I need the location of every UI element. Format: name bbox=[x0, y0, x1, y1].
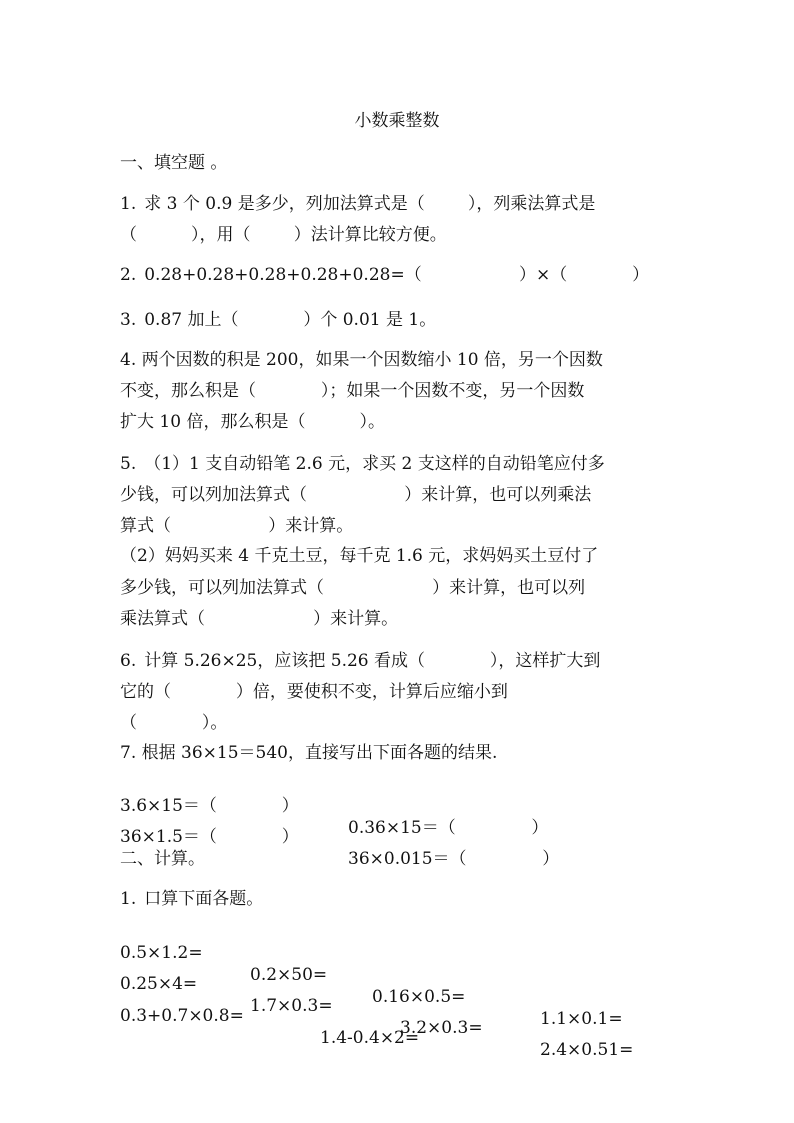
oral-calc-item: 1.1×0.1= bbox=[540, 1009, 623, 1029]
calc-1-title: 口算下面各题。 bbox=[144, 889, 264, 909]
question-2-number: 2. bbox=[120, 265, 137, 285]
calc-1-line bbox=[120, 888, 263, 910]
question-6-text-1: 计算 5.26×25，应该把 5.26 看成（ ），这样扩大到 bbox=[144, 651, 601, 671]
question-1-number: 1. bbox=[120, 194, 137, 214]
question-6-text-2: 它的（ ）倍，要使积不变，计算后应缩小到 bbox=[120, 682, 508, 702]
question-3-line bbox=[120, 309, 436, 331]
question-3-number: 3. bbox=[120, 310, 137, 330]
question-7-item-a: 3.6×15＝（ ） bbox=[120, 796, 299, 816]
oral-calc-item: 0.2×50= bbox=[250, 965, 328, 985]
question-5-text-3: 算式（ ）来计算。 bbox=[120, 516, 354, 536]
page-title: 小数乘整数 bbox=[354, 111, 440, 131]
question-4-text-1: 4. 两个因数的积是 200，如果一个因数缩小 10 倍，另一个因数 bbox=[120, 350, 603, 370]
question-5-line-1 bbox=[120, 453, 605, 475]
question-6-line-1 bbox=[120, 650, 600, 672]
question-5-text-2: 少钱，可以列加法算式（ ）来计算，也可以列乘法 bbox=[120, 485, 592, 505]
question-7-row-1 bbox=[120, 773, 680, 838]
oral-calc-item: 0.3+0.7×0.8= bbox=[120, 1006, 244, 1026]
question-1-line-1 bbox=[120, 193, 595, 215]
question-5-text-6: 乘法算式（ ）来计算。 bbox=[120, 609, 399, 629]
question-6-text-3: （ ）。 bbox=[120, 713, 228, 733]
question-7-item-c: 36×1.5＝（ ） bbox=[120, 827, 299, 847]
oral-calc-item: 1.7×0.3= bbox=[250, 996, 333, 1016]
oral-calc-item: 1.4-0.4×2= bbox=[320, 1028, 420, 1048]
question-6-number: 6. bbox=[120, 651, 137, 671]
question-4-text-3: 扩大 10 倍，那么积是（ ）。 bbox=[120, 412, 385, 432]
section-heading-calculation: 二、计算。 bbox=[120, 849, 205, 869]
calc-1-number: 1. bbox=[120, 889, 137, 909]
question-2-line bbox=[120, 264, 649, 286]
oral-calc-item: 0.5×1.2= bbox=[120, 943, 203, 963]
question-7-text: 7. 根据 36×15＝540，直接写出下面各题的结果. bbox=[120, 743, 498, 763]
question-1-text-2: （ ），用（ ）法计算比较方便。 bbox=[120, 225, 447, 245]
question-5-text-4: （2）妈妈买来 4 千克土豆，每千克 1.6 元，求妈妈买土豆付了 bbox=[120, 546, 599, 566]
question-1-text-1: 求 3 个 0.9 是多少，列加法算式是（ ），列乘法算式是 bbox=[144, 194, 596, 214]
question-5-text-5: 多少钱，可以列加法算式（ ）来计算，也可以列 bbox=[120, 578, 586, 598]
section-heading-fill-blank: 一、填空题 。 bbox=[120, 153, 228, 173]
question-4-text-2: 不变，那么积是（ ）；如果一个因数不变，另一个因数 bbox=[120, 381, 585, 401]
question-3-text: 0.87 加上（ ）个 0.01 是 1。 bbox=[144, 310, 437, 330]
oral-calc-item: 3.2×0.3= bbox=[400, 1018, 483, 1038]
oral-calc-item: 0.25×4= bbox=[120, 974, 198, 994]
question-7-item-b: 0.36×15＝（ ） bbox=[348, 818, 549, 838]
question-5-text-1: （1）1 支自动铅笔 2.6 元，求买 2 支这样的自动铅笔应付多 bbox=[144, 454, 605, 474]
question-5-number: 5. bbox=[120, 454, 137, 474]
question-7-item-d: 36×0.015＝（ ） bbox=[348, 849, 560, 869]
question-2-text: 0.28+0.28+0.28+0.28+0.28=（ ）×（ ） bbox=[144, 265, 650, 285]
oral-calc-item: 2.4×0.51= bbox=[540, 1040, 634, 1060]
oral-calc-item: 0.16×0.5= bbox=[372, 987, 466, 1007]
